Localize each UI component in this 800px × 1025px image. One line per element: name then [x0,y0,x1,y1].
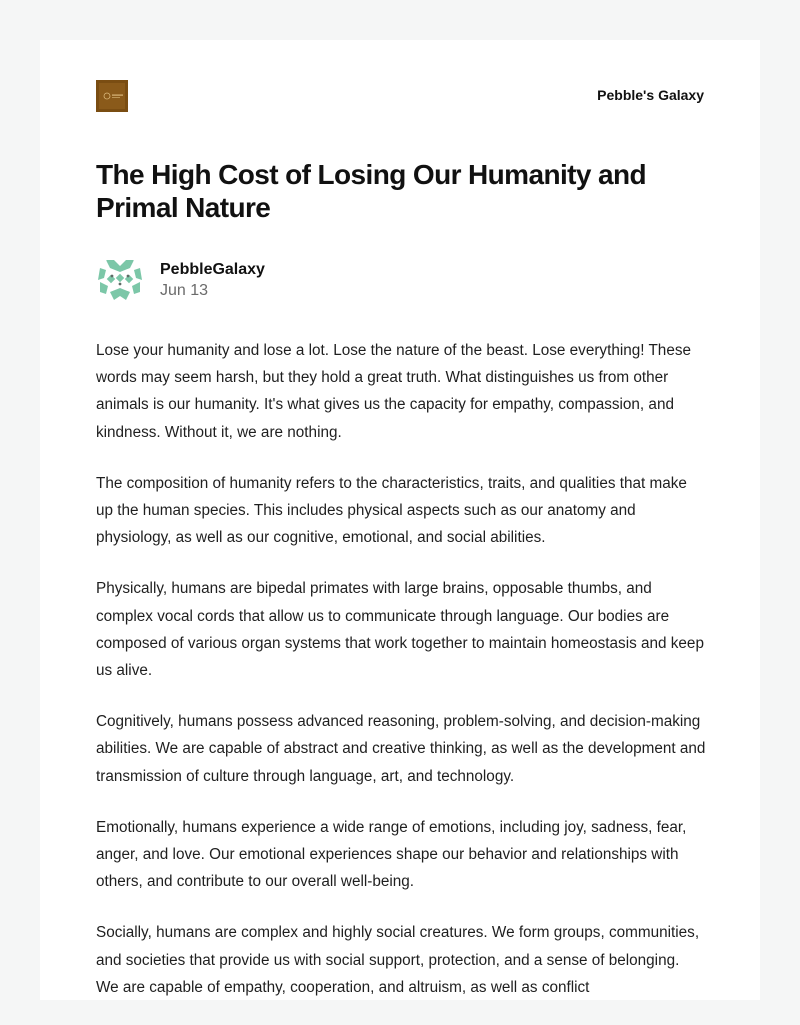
post-body [96,337,706,1025]
post-card [40,40,760,1000]
publication-header [96,80,704,112]
author-avatar-icon[interactable] [96,256,144,304]
paragraph: Socially, humans are complex and highly social creatures. We form groups, communities, and societies that provide us with social support, protection, and a sense of belonging. We are capable of empathy, cooperation, and altruism, as well as conflict [96,924,700,996]
publication-logo-icon[interactable] [96,80,128,112]
post-byline [96,256,704,304]
paragraph: Physically, humans are bipedal primates with large brains, opposable thumbs, and complex vocal cords that allow us to communicate through language. Our bodies are composed of various organ systems that work together to maintain homeostasis and keep us alive. [96,580,704,680]
paragraph: Cognitively, humans possess advanced reasoning, problem-solving, and decision-making abilities. We are capable of abstract and creative thinking, as well as the development and transmission of culture through language, art, and technology. [96,713,706,785]
publication-name-link[interactable]: Pebble's Galaxy [597,87,704,103]
author-name[interactable]: PebbleGalaxy [160,261,265,278]
paragraph: Emotionally, humans experience a wide range of emotions, including joy, sadness, fear, anger, and love. Our emotional experiences shape our behavior and relationships with others, and contribute to our overall well-being. [96,818,687,891]
paragraph: The composition of humanity refers to the characteristics, traits, and qualities that make up the human species. This includes physical aspects such as our anatomy and physiology, as well as our cognitive, emotional, and social abilities. [96,474,687,547]
post-date: Jun 13 [160,282,209,299]
post-title: The High Cost of Losing Our Humanity and Primal Nature [96,159,646,223]
paragraph: Lose your humanity and lose a lot. Lose the nature of the beast. Lose everything! These words may seem harsh, but they hold a great truth. What distinguishes us from other animals is our humanity. It's what gives us the capacity for empathy, compassion, and kindness. Without it, we are nothing. [96,342,691,441]
